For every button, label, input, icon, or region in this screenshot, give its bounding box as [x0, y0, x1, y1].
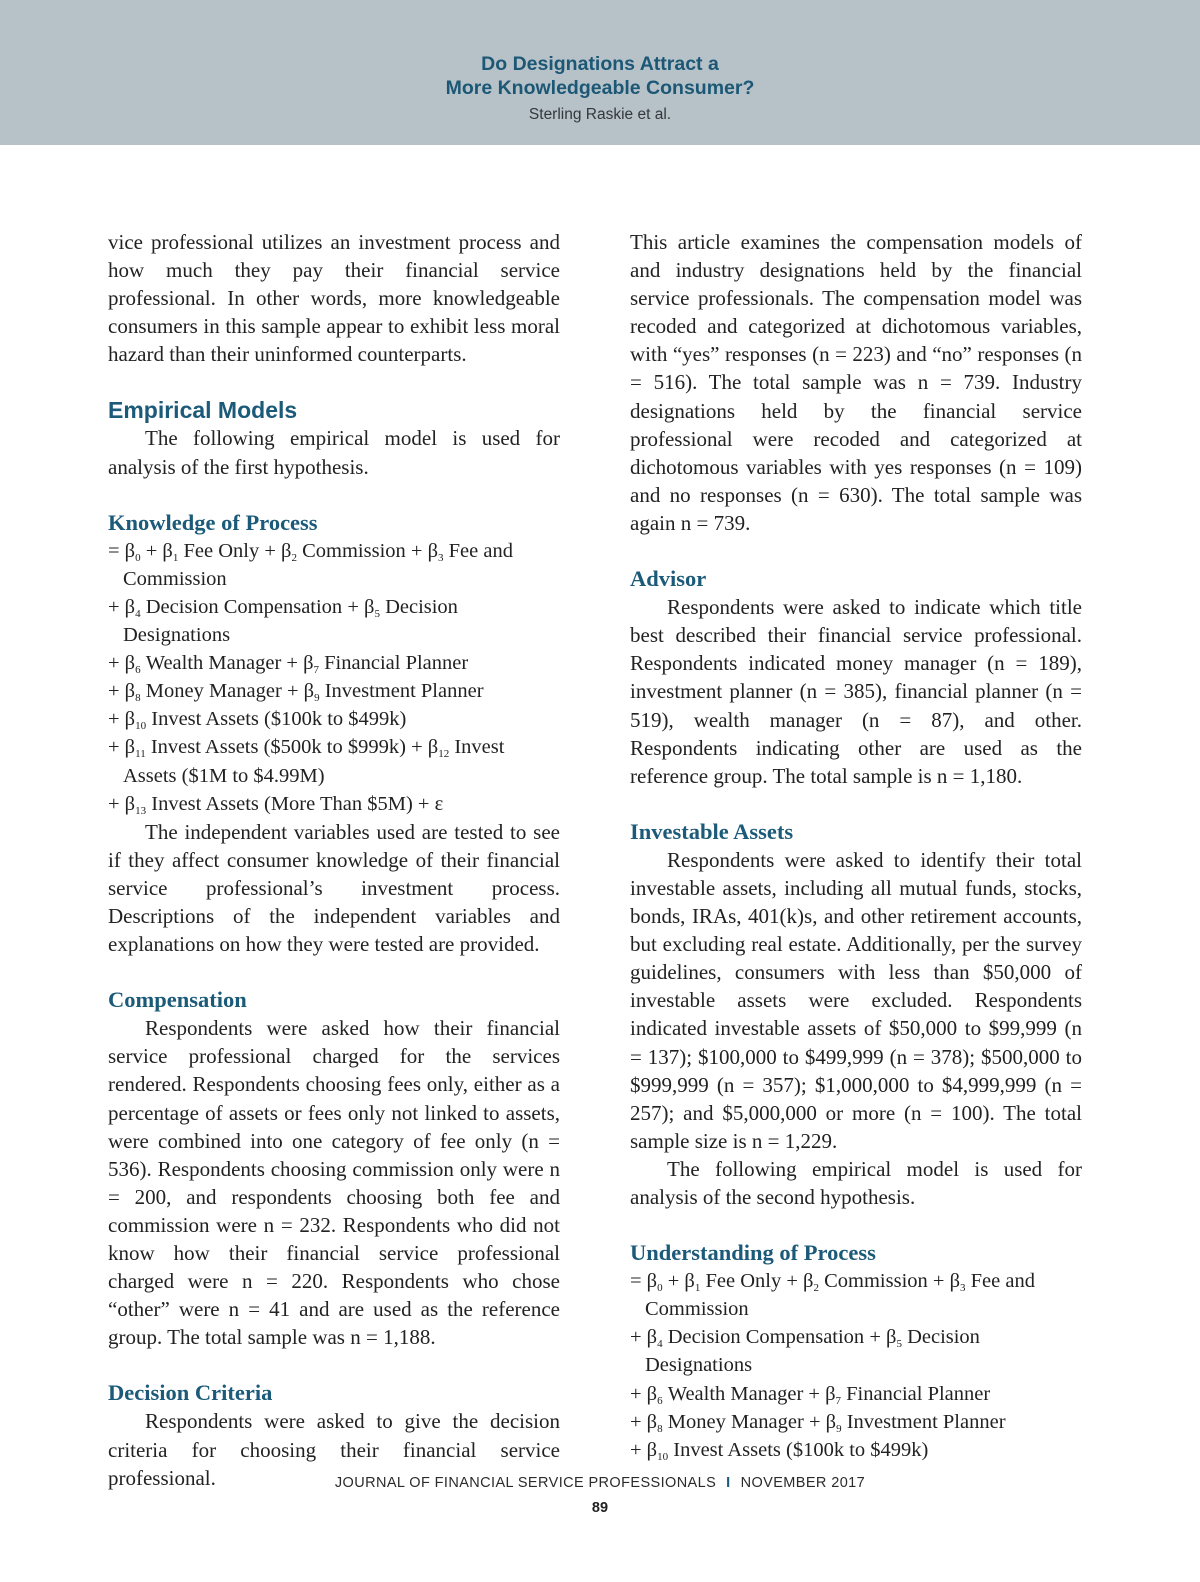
subheading-knowledge-of-process: Knowledge of Process [108, 509, 318, 535]
equation-understanding-of-process [630, 1267, 1082, 1464]
paragraph-second-model: The following empirical model is used for analysis of the second hypothesis. [630, 1156, 1082, 1209]
subheading-compensation: Compensation [108, 987, 247, 1013]
equation-line: + $\beta_4$ Decision Compensation + $\beta_5$ Decision Designations [108, 595, 458, 647]
footer-separator: I [726, 1475, 731, 1491]
equation-line: + $\beta_{10}$ Invest Assets ($100k to $499k) [108, 708, 407, 733]
subheading-investable-assets: Investable Assets [630, 818, 794, 844]
article-title-line-2: More Knowledgeable Consumer? [445, 77, 755, 99]
journal-footer [0, 1475, 1200, 1491]
article-title-line-1: Do Designations Attract a [481, 53, 719, 75]
paragraph-investable-assets: Respondents were asked to identify their total investable assets, including all mutual funds, stocks, bonds, IRAs, 401(k)s, and other retirement accounts, but excluding real estate. Additionally, per the survey guidelines, consumers with less than $50,000 of investable assets were excluded. Respondents indicated investable assets of $50,000 to $99,999 (n = 137); $100,000 to $499,999 (n = 378); $500,000 to $999,999 (n = 357); $1,000,000 to $4,999,999 (n = 257); and $5,000,000 or more (n = 100). The total sample size is n = 1,229. [630, 847, 1082, 1153]
equation-knowledge-of-process [108, 537, 560, 818]
issue-date: NOVEMBER 2017 [740, 1475, 866, 1491]
equation-line: + $\beta_8$ Money Manager + $\beta_9$ Investment Planner [108, 680, 484, 705]
paragraph-designations: This article examines the compensation models of and industry designations held by the financial service professionals. The compensation model was recoded and categorized at dichotomous variables, with “yes” responses (n = 223) and “no” responses (n = 516). The total sample was n = 739. Industry designations held by the financial service professional were recoded and categorized at dichotomous variables with yes responses (n = 109) and no responses (n = 630). The total sample was again n = 739. [630, 230, 1082, 535]
paragraph-compensation: Respondents were asked how their financial service professional charged for the services rendered. Respondents choosing fees only, either as a percentage of assets or fees only not linked to assets, were combined into one category of fee only (n = 536). Respondents choosing commission only were n = 200, and respondents choosing both fee and commission were n = 232. Respondents who did not know how their financial service professional charged were n = 220. Respondents who chose “other” were n = 41 and are used as the reference group. The total sample was n = 1,188. [108, 1016, 560, 1350]
article-title [0, 52, 1200, 100]
subheading-advisor: Advisor [630, 566, 707, 592]
equation-line: + $\beta_{10}$ Invest Assets ($100k to $499k) [630, 1438, 929, 1463]
page-number: 89 [591, 1500, 609, 1516]
article-authors: Sterling Raskie et al. [528, 106, 672, 123]
equation-line: + $\beta_8$ Money Manager + $\beta_9$ Investment Planner [630, 1410, 1006, 1435]
equation-line: + $\beta_{11}$ Invest Assets ($500k to $999k) + $\beta_{12}$ Invest Assets ($1M to $4.99M) [108, 736, 505, 787]
header-band [0, 0, 1200, 145]
equation-line: = $\beta_0 + \beta_1$ Fee Only + $\beta_2$ Commission + $\beta_3$ Fee and Commission [630, 1270, 1035, 1321]
equation-line: + $\beta_6$ Wealth Manager + $\beta_7$ Financial Planner [630, 1382, 991, 1407]
journal-name: JOURNAL OF FINANCIAL SERVICE PROFESSIONALS [334, 1475, 717, 1491]
equation-line: + $\beta_6$ Wealth Manager + $\beta_7$ Financial Planner [108, 652, 469, 677]
equation-line: + $\beta_4$ Decision Compensation + $\beta_5$ Decision Designations [630, 1326, 980, 1377]
section-heading-empirical-models: Empirical Models [108, 397, 298, 424]
paragraph-intro: vice professional utilizes an investment process and how much they pay their financial service professional. In other words, more knowledgeable consumers in this sample appear to exhibit less moral hazard than their uninformed counterparts. [108, 230, 560, 367]
right-column [630, 228, 1082, 1464]
paragraph-empirical-model: The following empirical model is used for analysis of the first hypothesis. [108, 426, 560, 479]
equation-line: + $\beta_{13}$ Invest Assets (More Than $5M) + ε [108, 792, 444, 817]
left-column [108, 228, 560, 1492]
subheading-understanding-of-process: Understanding of Process [630, 1240, 876, 1266]
equation-line: = $\beta_0 + \beta_1$ Fee Only + $\beta_2$ Commission + $\beta_3$ Fee and Commission [108, 539, 513, 590]
paragraph-advisor: Respondents were asked to indicate which title best described their financial service professional. Respondents indicated money manager (n = 189), investment planner (n = 385), financial planner (n = 519), wealth manager (n = 87), and other. Respondents indicating other are used as the reference group. The total sample is n = 1,180. [630, 595, 1082, 788]
paragraph-independent-variables: The independent variables used are tested to see if they affect consumer knowledge of their financial service professional’s investment process. Descriptions of the independent variables and explanations on how they were tested are provided. [108, 819, 560, 957]
subheading-decision-criteria: Decision Criteria [108, 1380, 273, 1406]
paragraph-decision-criteria: Respondents were asked to give the decision criteria for choosing their financial service professional. [108, 1409, 560, 1490]
